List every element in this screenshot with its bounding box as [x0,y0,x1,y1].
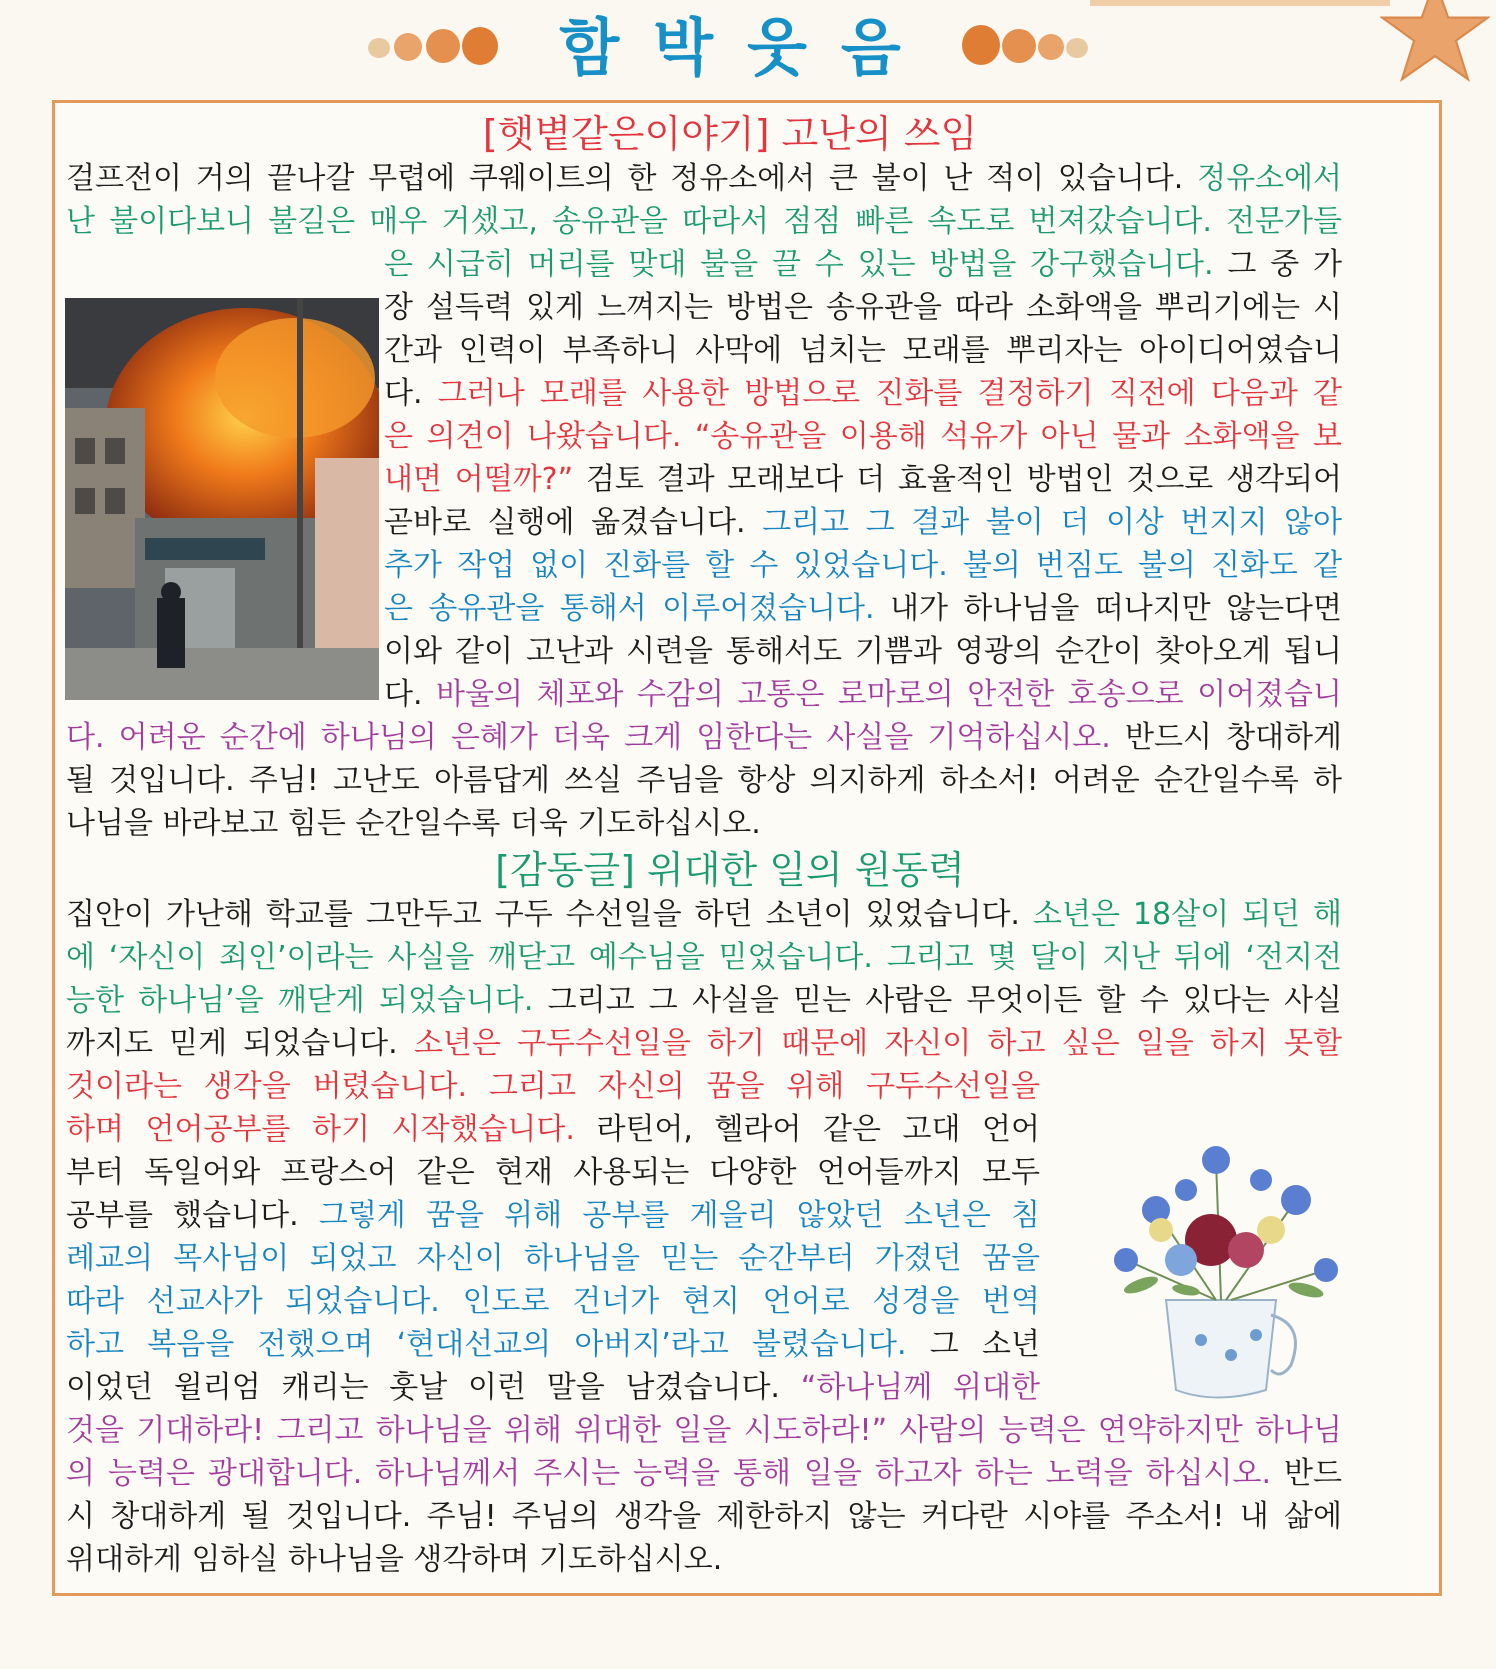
text-run: 이었던 윌리엄 캐리는 훗날 이런 말을 남겼습니다. [66,1370,801,1405]
text-run: 그렇게 꿈을 위해 공부를 게을리 않았던 소년은 침 [318,1198,1040,1233]
text-line [66,1022,1342,1066]
text-run: 의 능력은 광대합니다. 하나님께서 주시는 능력을 통해 일을 하고자 하는 노력을 하십시오. [66,1456,1285,1491]
text-run: 내가 하나님을 떠나지만 않는다면 [889,591,1342,626]
text-line [66,1194,1040,1238]
burning-building-image [65,298,379,700]
text-run: 에 ‘자신이 죄인’이라는 사실을 깨닫고 예수님을 믿었습니다. 그리고 몇 달이 지난 뒤에 ‘전지전 [66,940,1342,975]
text-line [384,544,1342,588]
text-line [384,243,1342,287]
decorative-dot [462,27,498,65]
text-run: 소년은 18살이 되던 해 [1032,897,1342,932]
text-line [384,501,1342,545]
text-run: 시 창대하게 될 것입니다. 주님! 주님의 생각을 제한하지 않는 커다란 시야를 주소서! 내 삶에 [66,1499,1342,1534]
text-run: 은 의견이 나왔습니다. “송유관을 이용해 석유가 아닌 물과 소화액을 보 [384,419,1342,454]
text-line [384,673,1342,717]
text-line [66,1452,1342,1496]
text-line [384,372,1342,416]
text-run: 검토 결과 모래보다 더 효율적인 방법인 것으로 생각되어 [573,462,1342,497]
text-line [66,1409,1342,1453]
decorative-dot [962,25,1000,65]
flower-vase-image [1066,1100,1376,1410]
star-icon [1380,0,1490,88]
text-run: 까지도 믿게 되었습니다. [66,1026,414,1061]
text-run: 것을 기대하라! 그리고 하나님을 위해 위대한 일을 시도하라!” 사람의 능력은 연약하지만 하나님 [66,1413,1342,1448]
text-run: 추가 작업 없이 진화를 할 수 있었습니다. 불의 번짐도 불의 진화도 같 [384,548,1342,583]
text-run: “하나님께 위대한 [800,1370,1040,1405]
header [0,0,1496,100]
text-run: 그리고 그 사실을 믿는 사람은 무엇이든 할 수 있다는 사실 [547,983,1342,1018]
text-run: 부터 독일어와 프랑스어 같은 현재 사용되는 다양한 언어들까지 모두 [66,1155,1040,1190]
text-run: 능한 하나님’을 깨닫게 되었습니다. [66,983,548,1018]
text-line [384,286,1342,330]
text-run: 그리고 그 결과 불이 더 이상 번지지 않아 [762,505,1342,540]
text-run: 다. [384,376,438,411]
text-line [66,802,1342,846]
text-run: 난 불이다보니 불길은 매우 거셌고, 송유관을 따라서 점점 빠른 속도로 번져갔습니다. 전문가들 [66,204,1342,239]
text-line [66,1323,1040,1367]
text-run: 은 송유관을 통해서 이루어졌습니다. [384,591,890,626]
section-title: [햇볕같은이야기] 고난의 쓰임 [482,112,978,156]
text-line [66,759,1342,803]
decorative-line [1090,0,1390,6]
text-line [66,1366,1040,1410]
text-line [384,415,1342,459]
text-run: 이와 같이 고난과 시련을 통해서도 기쁨과 영광의 순간이 찾아오게 됩니 [384,634,1342,669]
text-run: 라틴어, 헬라어 같은 고대 언어 [596,1112,1040,1147]
text-line [66,157,1342,201]
text-run: 정유소에서 [1197,161,1342,196]
text-line [66,1108,1040,1152]
fire-photo [65,298,379,700]
text-run: 걸프전이 거의 끝나갈 무렵에 쿠웨이트의 한 정유소에서 큰 불이 난 적이 있습니다. [66,161,1198,196]
text-line [66,716,1342,760]
text-line [66,979,1342,1023]
page-title: 함박웃음 [559,11,935,84]
section-title: [감동글] 위대한 일의 원동력 [495,848,965,892]
text-run: 나님을 바라보고 힘든 순간일수록 더욱 기도하십시오. [66,806,761,841]
text-run: 그 소년 [929,1327,1040,1362]
text-run: 바울의 체포와 수감의 고통은 로마로의 안전한 호송으로 이어졌습니 [436,677,1342,712]
text-run: 하고 복음을 전했으며 ‘현대선교의 아버지’라고 불렸습니다. [66,1327,930,1362]
text-run: 다. [384,677,437,712]
decorative-dot [394,33,422,61]
text-line [66,1151,1040,1195]
decorative-dot [1002,29,1036,63]
text-line [384,587,1342,631]
text-run: 소년은 구두수선일을 하기 때문에 자신이 하고 싶은 일을 하지 못할 [413,1026,1342,1061]
text-run: 례교의 목사님이 되었고 자신이 하나님을 믿는 순간부터 가졌던 꿈을 [66,1241,1040,1276]
text-run: 그 중 가 [1227,247,1342,282]
text-run: 될 것입니다. 주님! 고난도 아름답게 쓰실 주님을 항상 의지하게 하소서! 어려운 순간일수록 하 [66,763,1342,798]
text-run: 다. 어려운 순간에 하나님의 은혜가 더욱 크게 임한다는 사실을 기억하십시오. [66,720,1125,755]
decorative-dot [368,38,390,58]
text-line [66,1538,1342,1582]
text-run: 반드 [1284,1456,1342,1491]
text-run: 위대하게 임하실 하나님을 생각하며 기도하십시오. [66,1542,723,1577]
text-line [66,893,1342,937]
text-run: 내면 어떨까?” [384,462,574,497]
text-line [66,1065,1040,1109]
text-line [384,630,1342,674]
text-line [384,458,1342,502]
text-run: 하며 언어공부를 하기 시작했습니다. [66,1112,597,1147]
text-line [384,329,1342,373]
text-line [66,1280,1040,1324]
text-run: 것이라는 생각을 버렸습니다. 그리고 자신의 꿈을 위해 구두수선일을 [66,1069,1040,1104]
decorative-dot [1038,34,1064,60]
text-line [66,936,1342,980]
text-run: 공부를 했습니다. [66,1198,319,1233]
text-run: 따라 선교사가 되었습니다. 인도로 건너가 현지 언어로 성경을 번역 [66,1284,1040,1319]
flower-vase-illustration [1066,1100,1376,1410]
text-run: 간과 인력이 부족하니 사막에 넘치는 모래를 뿌리자는 아이디어였습니 [384,333,1342,368]
text-run: 집안이 가난해 학교를 그만두고 구두 수선일을 하던 소년이 있었습니다. [66,897,1033,932]
text-run: 곧바로 실행에 옮겼습니다. [384,505,763,540]
decorative-dot [1066,38,1088,58]
text-run: 반드시 창대하게 [1124,720,1342,755]
text-line [66,1237,1040,1281]
decorative-dot [426,29,460,63]
text-run: 그러나 모래를 사용한 방법으로 진화를 결정하기 직전에 다음과 같 [437,376,1342,411]
text-line [66,1495,1342,1539]
text-run: 은 시급히 머리를 맞대 불을 끌 수 있는 방법을 강구했습니다. [384,247,1228,282]
text-run: 장 설득력 있게 느껴지는 방법은 송유관을 따라 소화액을 뿌리기에는 시 [384,290,1342,325]
text-line [66,200,1342,244]
